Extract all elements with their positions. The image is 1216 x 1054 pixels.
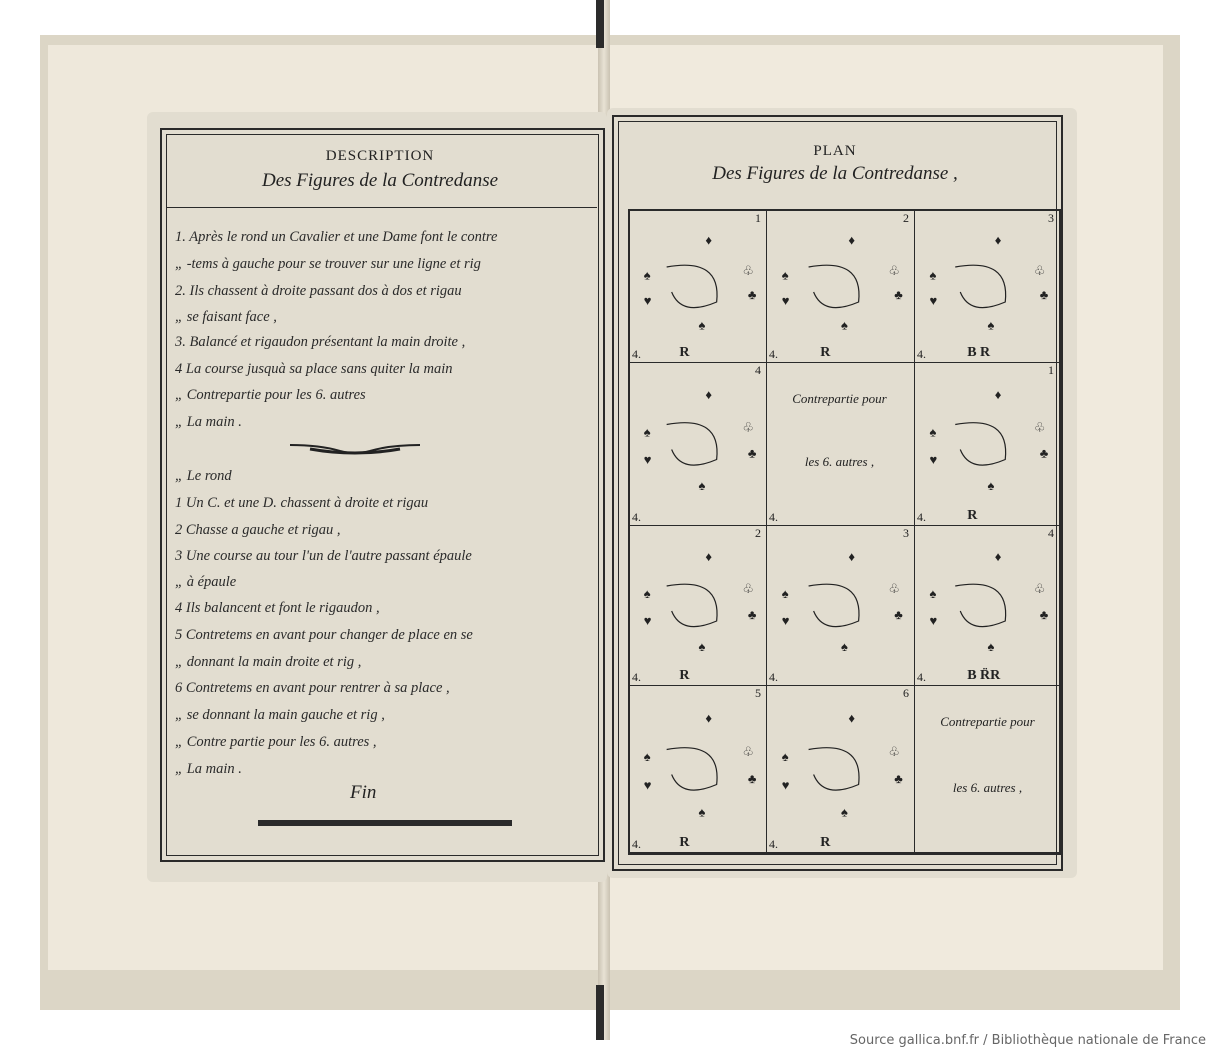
corner-label: 4. bbox=[769, 510, 778, 524]
dance-figure-diagram bbox=[767, 211, 915, 363]
dancer-marker: ♠ bbox=[841, 804, 848, 820]
dancer-marker: ♦ bbox=[994, 549, 1002, 565]
description-line: „ donnant la main droite et rig , bbox=[175, 654, 362, 670]
description-line: „ Contrepartie pour les 6. autres bbox=[175, 387, 366, 403]
dance-figure-diagram bbox=[915, 363, 1060, 526]
bookmark-ribbon-bottom bbox=[596, 985, 604, 1040]
corner-label: 4. bbox=[632, 510, 641, 524]
description-line: 3. Balancé et rigaudon présentant la main droite , bbox=[175, 334, 466, 350]
description-line: 4 La course jusquà sa place sans quiter la main bbox=[175, 361, 453, 377]
path-arrow bbox=[955, 584, 1005, 626]
dancer-marker: ♥ bbox=[643, 293, 652, 309]
counterpart-text: les 6. autres , bbox=[952, 779, 1023, 795]
dancer-marker: ♠ bbox=[929, 267, 937, 283]
figure-cell bbox=[915, 211, 1060, 363]
figure-number: 4 bbox=[755, 363, 761, 377]
dancer-marker: ♠ bbox=[698, 638, 706, 654]
path-arrow bbox=[667, 748, 717, 790]
left-header-rule bbox=[166, 207, 597, 208]
dance-figure-diagram bbox=[767, 686, 915, 853]
dancer-marker: ♧ bbox=[1033, 581, 1046, 597]
dancer-marker: ♣ bbox=[1039, 445, 1049, 461]
dancer-marker: ♣ bbox=[894, 770, 903, 786]
dancer-marker: ♠ bbox=[987, 317, 995, 333]
counterpart-text: Contrepartie pour bbox=[940, 714, 1035, 729]
figure-cell bbox=[767, 686, 915, 853]
dancer-marker: ♥ bbox=[643, 613, 652, 629]
corner-label: 4. bbox=[632, 670, 641, 684]
description-line: „ La main . bbox=[175, 414, 242, 430]
dancer-marker: ♥ bbox=[929, 293, 938, 309]
dancer-marker: ♣ bbox=[747, 445, 757, 461]
description-line: „ se donnant la main gauche et rig , bbox=[175, 707, 385, 723]
dancer-marker: ♠ bbox=[698, 804, 706, 820]
corner-label: 4. bbox=[632, 837, 641, 851]
dancer-marker: ♥ bbox=[781, 293, 790, 309]
description-line: „ Contre partie pour les 6. autres , bbox=[175, 734, 377, 750]
counterpart-text: les 6. autres , bbox=[804, 454, 875, 470]
step-letter: R bbox=[679, 835, 690, 850]
figure-cell bbox=[915, 526, 1060, 686]
figure-cell bbox=[915, 363, 1060, 526]
flourish-ornament bbox=[290, 441, 420, 457]
dancer-marker: ♠ bbox=[781, 267, 789, 283]
dancer-marker: ♠ bbox=[781, 749, 789, 765]
source-credit: Source gallica.bnf.fr / Bibliothèque nationale de France bbox=[849, 1033, 1206, 1048]
corner-label: 4. bbox=[917, 347, 926, 361]
corner-label: 4. bbox=[917, 670, 926, 684]
dance-figure-diagram bbox=[767, 526, 915, 686]
description-title: DESCRIPTION bbox=[325, 148, 435, 164]
dancer-marker: ♥ bbox=[643, 777, 652, 793]
dancer-marker: ♥ bbox=[929, 613, 938, 629]
corner-label: 4. bbox=[769, 670, 778, 684]
description-subtitle: Des Figures de la Contredanse bbox=[261, 170, 499, 191]
dancer-marker: ♧ bbox=[888, 581, 901, 597]
corner-label: 4. bbox=[917, 510, 926, 524]
dancer-marker: ♧ bbox=[742, 262, 754, 278]
dancer-marker: ♣ bbox=[894, 287, 903, 303]
dancer-marker: ♠ bbox=[643, 424, 651, 440]
dancer-marker: ♠ bbox=[929, 586, 937, 601]
figure-number: 1 bbox=[755, 211, 761, 225]
corner-label: 4. bbox=[769, 837, 778, 851]
step-letter: R bbox=[679, 345, 690, 360]
figure-number: 2 bbox=[755, 526, 761, 540]
figure-number: 2 bbox=[903, 211, 909, 225]
figure-cell bbox=[630, 363, 767, 526]
dancer-marker: ♠ bbox=[929, 424, 937, 440]
path-arrow bbox=[667, 265, 717, 307]
fin-label: Fin bbox=[350, 782, 377, 803]
path-arrow bbox=[667, 584, 717, 626]
figure-number: 5 bbox=[755, 686, 761, 700]
dance-figure-diagram bbox=[915, 526, 1060, 686]
dancer-marker: ♥ bbox=[643, 452, 652, 468]
dance-figure-diagram bbox=[915, 211, 1060, 363]
corner-label: 4. bbox=[632, 347, 641, 361]
dancer-marker: ♠ bbox=[781, 586, 789, 601]
description-line: 2 Chasse a gauche et rigau , bbox=[175, 522, 341, 538]
dancer-marker: ♦ bbox=[705, 232, 712, 248]
description-line: „ Le rond bbox=[175, 468, 232, 484]
figure-cell bbox=[630, 211, 767, 363]
step-letter: R bbox=[679, 668, 690, 683]
dancer-marker: ♧ bbox=[1033, 262, 1046, 278]
counterpart-text: Contrepartie pour bbox=[792, 391, 887, 406]
figure-number: 4 bbox=[1048, 526, 1054, 540]
dance-figure-diagram bbox=[630, 211, 767, 363]
dancer-marker: ♥ bbox=[781, 613, 790, 629]
dancer-marker: ♠ bbox=[643, 749, 651, 765]
dancer-marker: ♦ bbox=[705, 549, 712, 565]
description-line: 6 Contretems en avant pour rentrer à sa place , bbox=[175, 680, 450, 696]
dance-figure-diagram bbox=[630, 526, 767, 686]
dancer-marker: ♧ bbox=[742, 581, 754, 597]
dancer-marker: ♠ bbox=[698, 317, 706, 333]
figure-number: 6 bbox=[903, 686, 909, 700]
path-arrow bbox=[809, 748, 859, 790]
dancer-marker: ♧ bbox=[1033, 419, 1046, 435]
dancer-marker: ♥ bbox=[929, 452, 938, 468]
dancer-marker: ♥ bbox=[781, 777, 790, 793]
figure-cell bbox=[767, 363, 915, 526]
dance-figure-diagram bbox=[630, 686, 767, 853]
step-letter: R bbox=[967, 508, 978, 523]
description-line: 1 Un C. et une D. chassent à droite et rigau bbox=[175, 495, 429, 511]
description-line: „ se faisant face , bbox=[175, 309, 277, 325]
dancer-marker: ♦ bbox=[705, 386, 712, 402]
figure-number: 3 bbox=[1048, 211, 1054, 225]
dancer-marker: ♣ bbox=[747, 770, 757, 786]
description-line: 3 Une course au tour l'un de l'autre passant épaule bbox=[175, 548, 472, 564]
path-arrow bbox=[809, 265, 859, 307]
closing-rule bbox=[258, 820, 512, 826]
description-line: 1. Après le rond un Cavalier et une Dame font le contre bbox=[175, 229, 498, 245]
dancer-marker: ♠ bbox=[841, 638, 848, 654]
dancer-marker: ♦ bbox=[848, 549, 856, 565]
dancer-marker: ♠ bbox=[698, 478, 706, 494]
figure-cell bbox=[630, 686, 767, 853]
path-arrow bbox=[809, 584, 859, 626]
dancer-marker: ♧ bbox=[742, 419, 754, 435]
bookmark-ribbon-top bbox=[596, 0, 604, 48]
figure-grid bbox=[628, 209, 1062, 855]
figure-number: 1 bbox=[1048, 363, 1054, 377]
figure-cell bbox=[767, 526, 915, 686]
dancer-marker: ♦ bbox=[994, 232, 1002, 248]
step-letter: R bbox=[820, 345, 831, 360]
plan-subtitle: Des Figures de la Contredanse , bbox=[712, 163, 958, 184]
path-arrow bbox=[955, 265, 1005, 307]
plan-title: PLAN bbox=[813, 143, 857, 159]
dancer-marker: ♦ bbox=[705, 710, 712, 726]
dancer-marker: ♦ bbox=[994, 386, 1002, 402]
dancer-marker: ♠ bbox=[987, 638, 995, 654]
path-arrow bbox=[955, 423, 1005, 465]
dancer-marker: ♠ bbox=[841, 317, 848, 333]
figure-cell bbox=[630, 526, 767, 686]
dancer-marker: ♧ bbox=[888, 262, 901, 278]
dancer-marker: ♣ bbox=[747, 287, 757, 303]
figure-number: 3 bbox=[903, 526, 909, 540]
dancer-marker: ♣ bbox=[894, 606, 903, 622]
figure-cell bbox=[767, 211, 915, 363]
dancer-marker: ♦ bbox=[848, 710, 856, 726]
dancer-marker: ♠ bbox=[643, 267, 651, 283]
dancer-marker: ♣ bbox=[747, 606, 757, 622]
description-line: „ -tems à gauche pour se trouver sur une ligne et rig bbox=[175, 256, 481, 272]
step-letter: R bbox=[820, 835, 831, 850]
step-letter: B R bbox=[967, 345, 991, 360]
description-line: 5 Contretems en avant pour changer de place en se bbox=[175, 627, 473, 643]
dancer-marker: ♣ bbox=[1039, 606, 1049, 622]
path-arrow bbox=[667, 423, 717, 465]
description-line: 2. Ils chassent à droite passant dos à dos et rigau bbox=[175, 283, 462, 299]
dancer-marker: ♧ bbox=[742, 744, 754, 760]
step-letter: B R̈R bbox=[967, 668, 1001, 683]
dancer-marker: ♧ bbox=[888, 744, 901, 760]
figure-cell bbox=[915, 686, 1060, 853]
dancer-marker: ♠ bbox=[643, 586, 651, 601]
dancer-marker: ♣ bbox=[1039, 287, 1049, 303]
corner-label: 4. bbox=[769, 347, 778, 361]
dance-figure-diagram bbox=[630, 363, 767, 526]
description-line: „ La main . bbox=[175, 761, 242, 777]
description-line: 4 Ils balancent et font le rigaudon , bbox=[175, 600, 380, 616]
dancer-marker: ♠ bbox=[987, 478, 995, 494]
dancer-marker: ♦ bbox=[848, 232, 856, 248]
description-line: „ à épaule bbox=[175, 574, 237, 590]
